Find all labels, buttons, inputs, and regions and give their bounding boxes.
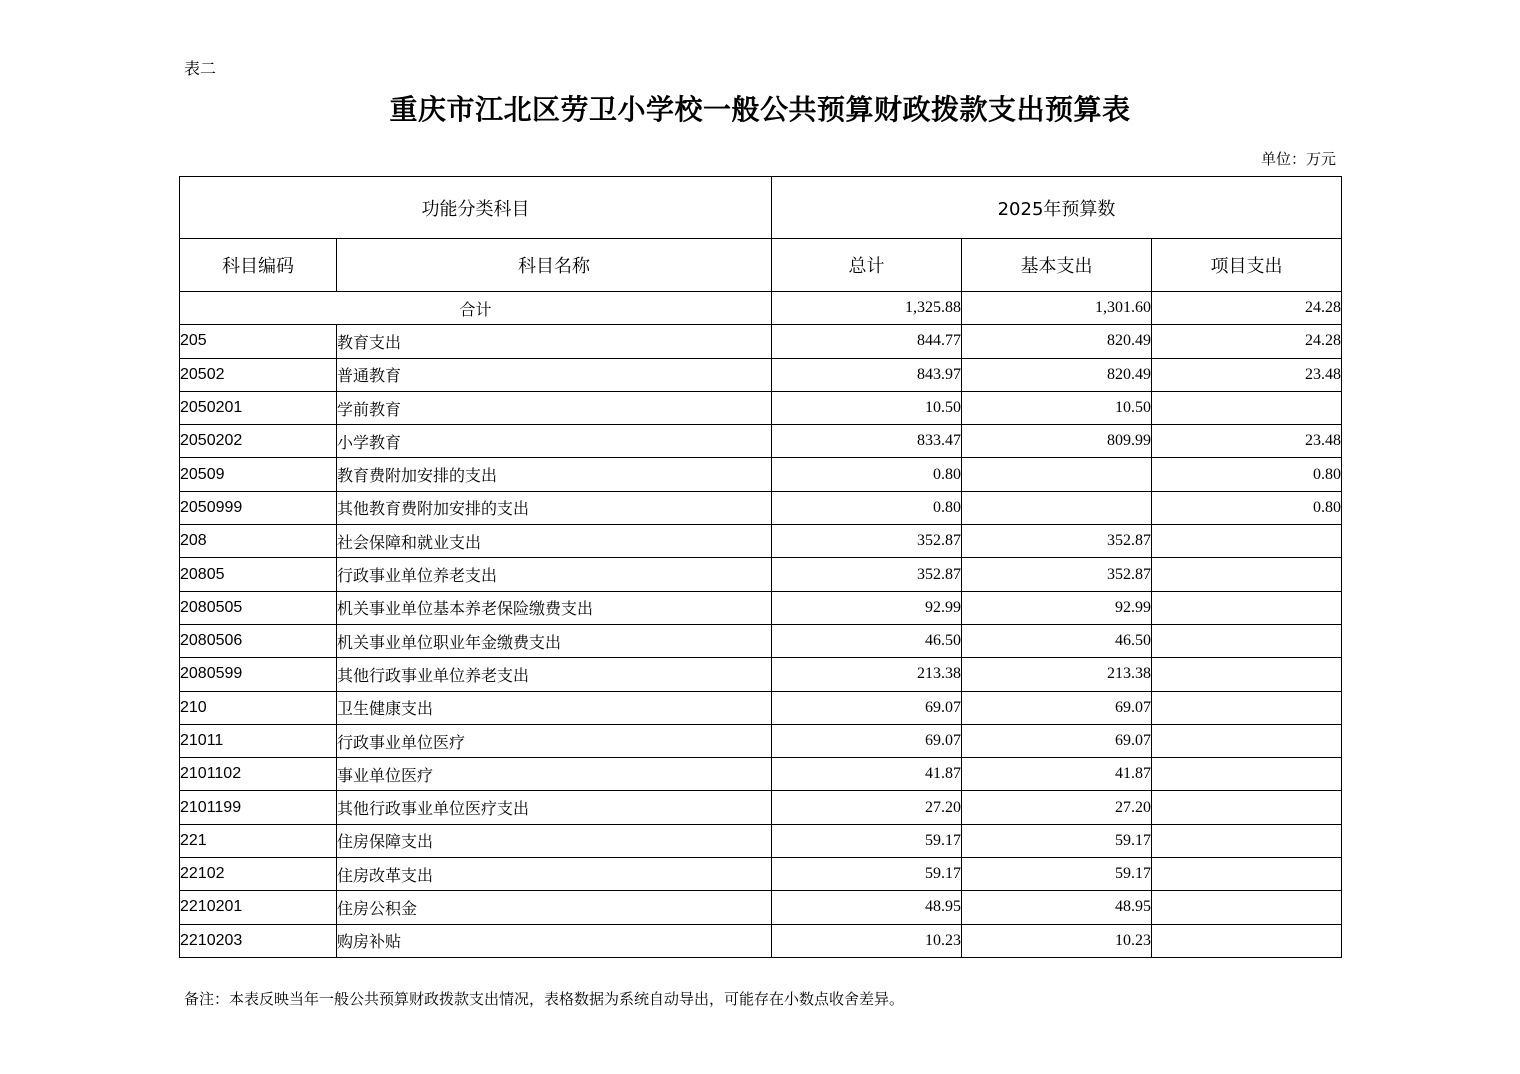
table-row <box>180 491 1342 524</box>
total-cell: 352.87 <box>772 558 962 591</box>
subject-name-cell: 其他教育费附加安排的支出 <box>337 491 772 524</box>
total-basic: 1,301.60 <box>962 292 1152 325</box>
subject-name-cell: 其他行政事业单位医疗支出 <box>337 791 772 824</box>
subject-code-cell: 210 <box>180 691 337 724</box>
project-cell: 24.28 <box>1152 325 1342 358</box>
basic-cell <box>962 491 1152 524</box>
footnote: 备注：本表反映当年一般公共预算财政拨款支出情况，表格数据为系统自动导出，可能存在小数点收舍差异。 <box>184 990 905 1008</box>
table-row <box>180 758 1342 791</box>
subject-code-cell: 21011 <box>180 724 337 757</box>
total-cell: 0.80 <box>772 458 962 491</box>
subject-code-cell: 2050202 <box>180 425 337 458</box>
basic-cell: 820.49 <box>962 325 1152 358</box>
subject-code-cell: 2080599 <box>180 658 337 691</box>
total-cell: 69.07 <box>772 724 962 757</box>
total-project: 24.28 <box>1152 292 1342 325</box>
project-cell: 23.48 <box>1152 425 1342 458</box>
table-row <box>180 891 1342 924</box>
budget-table <box>179 176 1342 958</box>
subject-name-cell: 普通教育 <box>337 358 772 391</box>
table-row <box>180 624 1342 657</box>
subject-name-cell: 机关事业单位基本养老保险缴费支出 <box>337 591 772 624</box>
header-project: 项目支出 <box>1152 239 1342 292</box>
table-row <box>180 591 1342 624</box>
table-row <box>180 658 1342 691</box>
table-row <box>180 358 1342 391</box>
header-functional-category: 功能分类科目 <box>180 177 772 239</box>
subject-name-cell: 行政事业单位养老支出 <box>337 558 772 591</box>
subject-code-cell: 205 <box>180 325 337 358</box>
total-sum: 1,325.88 <box>772 292 962 325</box>
project-cell <box>1152 858 1342 891</box>
subject-code-cell: 221 <box>180 824 337 857</box>
basic-cell <box>962 458 1152 491</box>
total-label: 合计 <box>180 292 772 325</box>
subject-code-cell: 2101102 <box>180 758 337 791</box>
basic-cell: 27.20 <box>962 791 1152 824</box>
table-row <box>180 691 1342 724</box>
table-row <box>180 824 1342 857</box>
total-cell: 48.95 <box>772 891 962 924</box>
total-cell: 59.17 <box>772 858 962 891</box>
subject-name-cell: 住房改革支出 <box>337 858 772 891</box>
total-cell: 10.50 <box>772 391 962 424</box>
basic-cell: 59.17 <box>962 858 1152 891</box>
basic-cell: 92.99 <box>962 591 1152 624</box>
subject-code-cell: 208 <box>180 525 337 558</box>
basic-cell: 41.87 <box>962 758 1152 791</box>
project-cell <box>1152 891 1342 924</box>
total-cell: 92.99 <box>772 591 962 624</box>
total-cell: 10.23 <box>772 924 962 957</box>
subject-code-cell: 2210203 <box>180 924 337 957</box>
project-cell <box>1152 724 1342 757</box>
total-cell: 59.17 <box>772 824 962 857</box>
table-row <box>180 325 1342 358</box>
project-cell <box>1152 391 1342 424</box>
subject-code-cell: 20509 <box>180 458 337 491</box>
subject-code-cell: 2050201 <box>180 391 337 424</box>
project-cell <box>1152 558 1342 591</box>
table-row <box>180 425 1342 458</box>
subject-name-cell: 行政事业单位医疗 <box>337 724 772 757</box>
header-budget-year: 2025年预算数 <box>772 177 1342 239</box>
basic-cell: 809.99 <box>962 425 1152 458</box>
total-cell: 843.97 <box>772 358 962 391</box>
table-row <box>180 558 1342 591</box>
subject-name-cell: 卫生健康支出 <box>337 691 772 724</box>
header-code: 科目编码 <box>180 239 337 292</box>
project-cell <box>1152 924 1342 957</box>
project-cell <box>1152 691 1342 724</box>
basic-cell: 10.23 <box>962 924 1152 957</box>
subject-code-cell: 2050999 <box>180 491 337 524</box>
subject-name-cell: 教育支出 <box>337 325 772 358</box>
table-row <box>180 525 1342 558</box>
subject-code-cell: 2210201 <box>180 891 337 924</box>
basic-cell: 352.87 <box>962 558 1152 591</box>
total-cell: 69.07 <box>772 691 962 724</box>
subject-name-cell: 小学教育 <box>337 425 772 458</box>
basic-cell: 820.49 <box>962 358 1152 391</box>
header-row-columns <box>180 239 1342 292</box>
table-row <box>180 791 1342 824</box>
project-cell: 0.80 <box>1152 491 1342 524</box>
subject-name-cell: 事业单位医疗 <box>337 758 772 791</box>
basic-cell: 59.17 <box>962 824 1152 857</box>
subject-name-cell: 社会保障和就业支出 <box>337 525 772 558</box>
total-cell: 0.80 <box>772 491 962 524</box>
total-cell: 213.38 <box>772 658 962 691</box>
subject-name-cell: 机关事业单位职业年金缴费支出 <box>337 624 772 657</box>
basic-cell: 213.38 <box>962 658 1152 691</box>
subject-name-cell: 其他行政事业单位养老支出 <box>337 658 772 691</box>
header-row-group <box>180 177 1342 239</box>
total-cell: 844.77 <box>772 325 962 358</box>
project-cell: 23.48 <box>1152 358 1342 391</box>
project-cell <box>1152 591 1342 624</box>
total-cell: 46.50 <box>772 624 962 657</box>
project-cell: 0.80 <box>1152 458 1342 491</box>
total-cell: 27.20 <box>772 791 962 824</box>
subject-name-cell: 购房补贴 <box>337 924 772 957</box>
page-title: 重庆市江北区劳卫小学校一般公共预算财政拨款支出预算表 <box>389 93 1131 126</box>
project-cell <box>1152 758 1342 791</box>
project-cell <box>1152 624 1342 657</box>
total-row <box>180 292 1342 325</box>
header-basic: 基本支出 <box>962 239 1152 292</box>
basic-cell: 48.95 <box>962 891 1152 924</box>
subject-code-cell: 2080506 <box>180 624 337 657</box>
project-cell <box>1152 824 1342 857</box>
subject-name-cell: 学前教育 <box>337 391 772 424</box>
basic-cell: 46.50 <box>962 624 1152 657</box>
header-total: 总计 <box>772 239 962 292</box>
table-row <box>180 924 1342 957</box>
basic-cell: 69.07 <box>962 691 1152 724</box>
table-row <box>180 391 1342 424</box>
total-cell: 41.87 <box>772 758 962 791</box>
unit-label: 单位：万元 <box>1260 150 1336 168</box>
project-cell <box>1152 658 1342 691</box>
subject-code-cell: 2080505 <box>180 591 337 624</box>
table-row <box>180 724 1342 757</box>
basic-cell: 69.07 <box>962 724 1152 757</box>
subject-code-cell: 20502 <box>180 358 337 391</box>
subject-code-cell: 22102 <box>180 858 337 891</box>
subject-name-cell: 教育费附加安排的支出 <box>337 458 772 491</box>
subject-code-cell: 2101199 <box>180 791 337 824</box>
basic-cell: 352.87 <box>962 525 1152 558</box>
subject-name-cell: 住房公积金 <box>337 891 772 924</box>
project-cell <box>1152 791 1342 824</box>
total-cell: 833.47 <box>772 425 962 458</box>
basic-cell: 10.50 <box>962 391 1152 424</box>
table-label: 表二 <box>184 59 217 78</box>
total-cell: 352.87 <box>772 525 962 558</box>
table-row <box>180 858 1342 891</box>
header-name: 科目名称 <box>337 239 772 292</box>
table-row <box>180 458 1342 491</box>
project-cell <box>1152 525 1342 558</box>
subject-name-cell: 住房保障支出 <box>337 824 772 857</box>
subject-code-cell: 20805 <box>180 558 337 591</box>
